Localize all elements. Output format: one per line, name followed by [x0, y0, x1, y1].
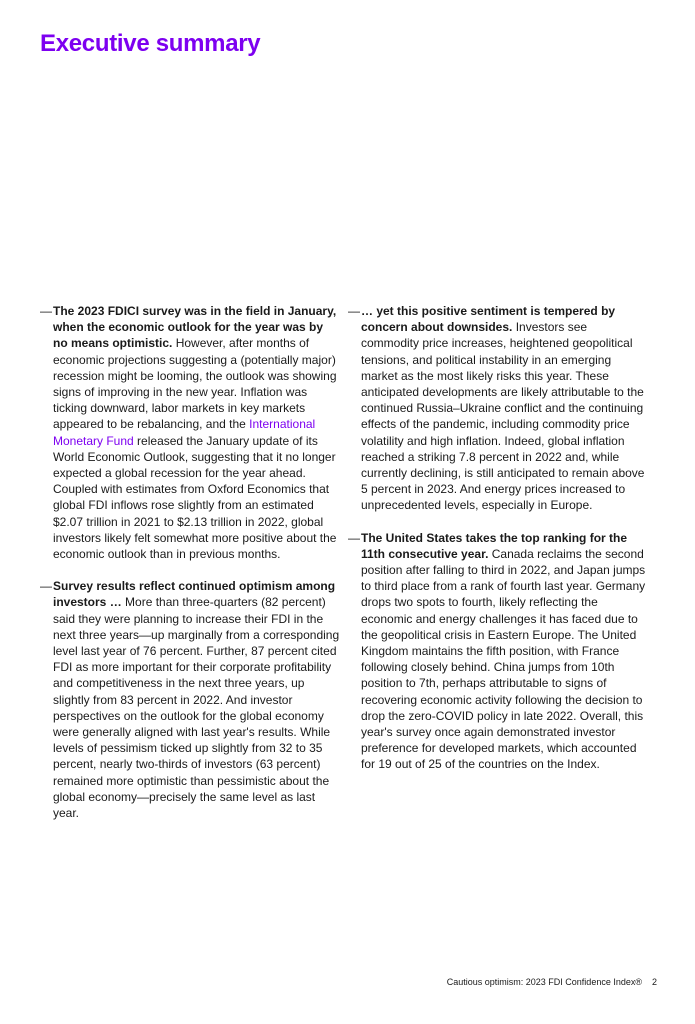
- imf-link[interactable]: International Monetary Fund: [53, 417, 316, 448]
- summary-body: Investors see commodity price increases, heightened geopolitical tensions, and political instability in an emerging market as the most likely risks this year. These anticipated developments are likely attributable to the continued Russia–Ukraine conflict and the continuing effects of the pandemic, including commodity price volatility and high inflation. Indeed, global inflation reached a striking 7.8 percent in 2022 and, while currently declining, is still anticipated to remain above 5 percent in 2023. And energy prices increased to unprecedented levels, especially in Europe.: [361, 320, 645, 513]
- dash-bullet: —: [40, 579, 52, 594]
- summary-lead: The 2023 FDICI survey was in the field in January, when the economic outlook for the year was by no means optimistic.: [53, 304, 337, 351]
- page-title: Executive summary: [40, 30, 261, 57]
- summary-body: released the January update of its World Economic Outlook, suggesting that it no longer expected a global recession for the year ahead. Coupled with estimates from Oxford Economics that global FDI inflows rose slightly from an estimated $2.07 trillion in 2021 to $2.13 trillion in 2022, global investors likely felt somewhat more positive about the economic outlook than in previous months.: [53, 433, 337, 562]
- right-column: [348, 303, 648, 789]
- summary-lead: … yet this positive sentiment is tempered by concern about downsides.: [361, 304, 616, 335]
- left-column: [40, 303, 340, 837]
- summary-item: [348, 303, 648, 514]
- dash-bullet: —: [40, 304, 52, 318]
- summary-lead: The United States takes the top ranking for the 11th consecutive year.: [361, 530, 628, 561]
- page-number: 2: [651, 977, 657, 987]
- dash-bullet: —: [348, 304, 360, 318]
- summary-body: More than three-quarters (82 percent) said they were planning to increase their FDI in the next three years—up marginally from a corresponding level last year of 76 percent. Further, 87 percent cited FDI as more important for their corporate profitability and competitiveness in the next three years, up slightly from 83 percent in 2022. And investor perspectives on the outlook for the global economy were generally aligned with last year's results. While levels of pessimism ticked up slightly from 32 to 35 percent, nearly two-thirds of investors (63 percent) remained more optimistic than pessimistic about the global economy—precisely the same level as last year.: [53, 595, 340, 821]
- footer-text: Cautious optimism: 2023 FDI Confidence Index®: [446, 977, 642, 987]
- summary-item: [348, 530, 648, 773]
- summary-body: However, after months of economic projections suggesting a (potentially major) recession might be looming, the outlook was showing signs of improving in the new year. Inflation was ticking downward, labor markets in key markets appeared to be rebalancing, and the: [53, 336, 337, 432]
- summary-item: [40, 303, 340, 562]
- dash-bullet: —: [348, 530, 360, 545]
- page-footer: [447, 977, 657, 987]
- summary-item: [40, 578, 340, 821]
- summary-body: Canada reclaims the second position after falling to third in 2022, and Japan jumps to third place from a rank of fourth last year. Germany drops two spots to fourth, likely reflecting the economic and energy challenges it has faced due to the geopolitical crisis in Eastern Europe. The United Kingdom maintains the fifth position, with France following closely behind. China jumps from 10th position to 7th, perhaps attributable to signs of recovering economic activity following the decision to drop the zero-COVID policy in late 2022. Overall, this year's survey once again demonstrated investor preference for developed markets, which accounted for 19 out of 25 of the countries on the Index.: [361, 546, 646, 772]
- summary-lead: Survey results reflect continued optimism among investors …: [53, 579, 336, 610]
